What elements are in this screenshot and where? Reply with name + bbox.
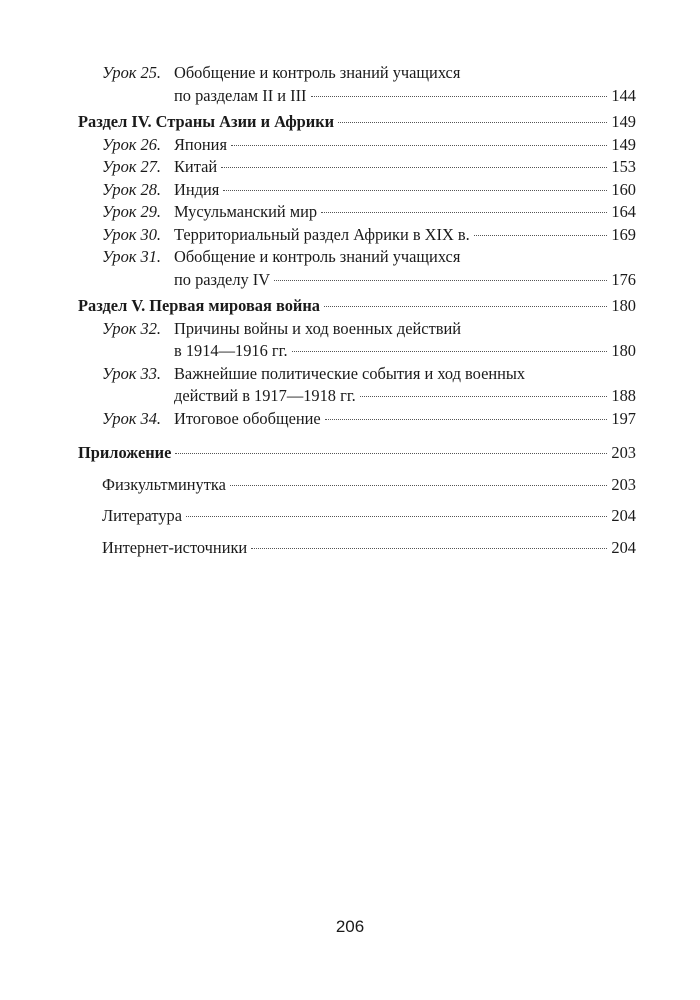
toc-entry-lesson-25[interactable] [78, 62, 636, 107]
leader-dots [324, 306, 607, 307]
page-number: 203 [611, 474, 636, 494]
page-number: 204 [611, 537, 636, 557]
page-number: 149 [611, 134, 636, 154]
leader-dots [474, 235, 608, 236]
lesson-number: Урок 30. [102, 224, 162, 244]
lesson-number: Урок 33. [102, 363, 162, 383]
page-number: 153 [611, 157, 636, 176]
toc-entry-internet-sources[interactable] [78, 537, 636, 560]
toc-entry-lesson-30[interactable] [78, 224, 636, 247]
page-number: 169 [611, 224, 636, 244]
toc-entry-lesson-33[interactable] [78, 363, 636, 408]
footer-page-number: 206 [335, 917, 365, 936]
lesson-number: Урок 25. [102, 63, 162, 82]
lesson-number: Урок 26. [102, 134, 162, 154]
entry-title-line2: по разделу IV [174, 269, 271, 289]
lesson-number: Урок 34. [102, 408, 162, 428]
leader-dots [186, 516, 607, 517]
entry-title-line1: Причины войны и ход военных действий [174, 318, 462, 338]
leader-dots [223, 190, 607, 191]
leader-dots [292, 351, 608, 352]
page-number: 144 [611, 85, 636, 105]
page-number: 188 [611, 386, 636, 405]
leader-dots [230, 485, 608, 486]
entry-title-line1: Обобщение и контроль знаний учащихся [174, 63, 461, 82]
page-number: 203 [611, 443, 636, 462]
entry-title-line1: Обобщение и контроль знаний учащихся [174, 247, 461, 266]
leader-dots [360, 396, 608, 397]
lesson-number: Урок 27. [102, 157, 162, 176]
lesson-number: Урок 29. [102, 202, 162, 221]
toc-entry-lesson-27[interactable] [78, 156, 636, 179]
toc-entry-lesson-29[interactable] [78, 201, 636, 224]
page-number: 180 [611, 296, 636, 315]
entry-title-line1: Важнейшие политические события и ход военных [174, 363, 526, 383]
leader-dots [325, 419, 608, 420]
entry-title: Япония [174, 134, 227, 154]
entry-title: Китай [174, 157, 218, 176]
entry-title: Индия [174, 179, 220, 199]
entry-title-line2: по разделам II и III [174, 85, 307, 105]
page-number: 149 [611, 112, 636, 131]
lesson-number: Урок 28. [102, 179, 162, 199]
leader-dots [175, 453, 607, 454]
page-number: 164 [611, 202, 636, 221]
toc-entry-literature[interactable] [78, 505, 636, 528]
entry-title: Территориальный раздел Африки в XIX в. [174, 224, 470, 244]
leader-dots [231, 145, 607, 146]
toc-section-5[interactable] [78, 295, 636, 318]
table-of-contents [78, 62, 636, 559]
appendix-title: Приложение [78, 443, 172, 462]
page-number: 180 [611, 341, 636, 360]
entry-title: Литература [102, 506, 182, 525]
leader-dots [274, 280, 607, 281]
toc-section-4[interactable] [78, 111, 636, 134]
toc-appendix[interactable] [78, 442, 636, 465]
lesson-number: Урок 32. [102, 318, 162, 338]
leader-dots [221, 167, 607, 168]
toc-entry-lesson-28[interactable] [78, 179, 636, 202]
toc-entry-lesson-26[interactable] [78, 134, 636, 157]
page-number: 160 [611, 179, 636, 199]
entry-title: Интернет-источники [102, 537, 248, 557]
toc-entry-lesson-31[interactable] [78, 246, 636, 291]
leader-dots [251, 548, 607, 549]
entry-title: Итоговое обобщение [174, 408, 321, 428]
entry-title-line2: действий в 1917—1918 гг. [174, 386, 356, 405]
section-title: Раздел V. Первая мировая война [78, 296, 320, 315]
leader-dots [338, 122, 607, 123]
page-number: 176 [611, 269, 636, 289]
lesson-number: Урок 31. [102, 247, 162, 266]
toc-entry-lesson-34[interactable] [78, 408, 636, 431]
leader-dots [321, 212, 607, 213]
toc-entry-fizkultminutka[interactable] [78, 474, 636, 497]
entry-title: Мусульманский мир [174, 202, 318, 221]
toc-entry-lesson-32[interactable] [78, 318, 636, 363]
page-number: 197 [611, 408, 636, 428]
page-number: 204 [611, 506, 636, 525]
leader-dots [311, 96, 608, 97]
section-title: Раздел IV. Страны Азии и Африки [78, 112, 335, 131]
entry-title: Физкультминутка [102, 474, 226, 494]
entry-title-line2: в 1914—1916 гг. [174, 341, 288, 360]
